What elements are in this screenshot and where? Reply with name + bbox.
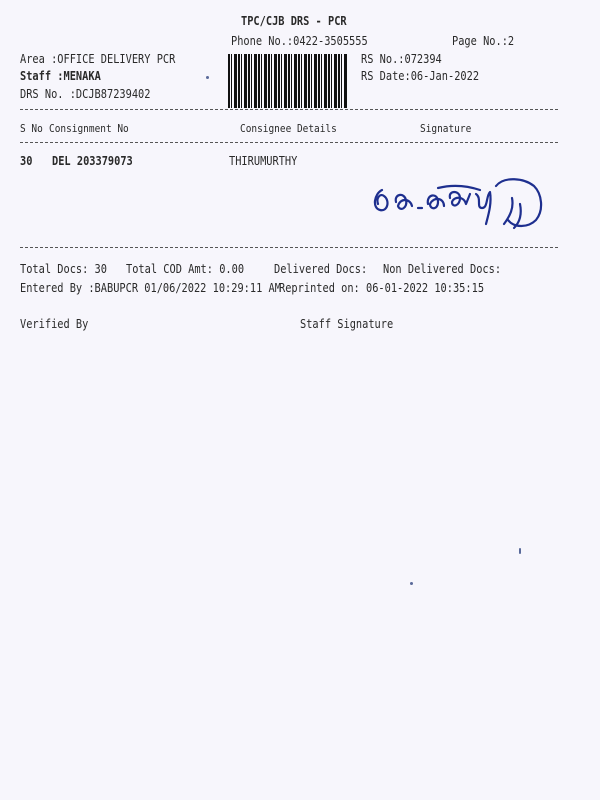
row-sno: 30	[20, 154, 33, 168]
staff-name: MENAKA	[63, 69, 101, 83]
non-delivered-docs: Non Delivered Docs:	[383, 262, 502, 276]
staff-label: Staff :	[20, 69, 64, 83]
reprinted-on: Reprinted on: 06-01-2022 10:35:15	[279, 281, 485, 295]
divider-header	[20, 142, 558, 143]
rs-number: RS No.:072394	[361, 52, 442, 66]
area-field: Area :OFFICE DELIVERY PCR	[20, 52, 176, 66]
row-consignment-no: DEL 203379073	[52, 154, 133, 168]
phone-number: Phone No.:0422-3505555	[231, 34, 368, 48]
total-docs: Total Docs: 30	[20, 262, 107, 276]
column-header-consignment: Consignment No	[49, 122, 129, 135]
barcode-image	[228, 54, 348, 108]
document-title: TPC/CJB DRS - PCR	[241, 14, 347, 28]
column-header-consignee: Consignee Details	[240, 122, 337, 135]
page-number: Page No.:2	[452, 34, 515, 48]
entered-by: Entered By :BABUPCR 01/06/2022 10:29:11 AM	[20, 281, 281, 295]
total-cod-amount: Total COD Amt: 0.00	[126, 262, 245, 276]
verified-by-label: Verified By	[20, 317, 89, 331]
staff-field	[20, 69, 101, 83]
handwritten-signature	[364, 168, 554, 248]
column-header-sno: S No	[20, 122, 43, 135]
divider-top	[20, 109, 558, 110]
column-header-signature: Signature	[420, 122, 472, 135]
scan-speck	[519, 548, 521, 554]
drs-number: DRS No. :DCJB87239402	[20, 87, 151, 101]
row-consignee: THIRUMURTHY	[229, 154, 298, 168]
rs-date: RS Date:06-Jan-2022	[361, 69, 480, 83]
delivered-docs: Delivered Docs:	[274, 262, 368, 276]
scan-speck	[206, 76, 209, 79]
scan-speck	[410, 582, 413, 585]
staff-signature-label: Staff Signature	[300, 317, 394, 331]
divider-bottom	[20, 247, 558, 248]
